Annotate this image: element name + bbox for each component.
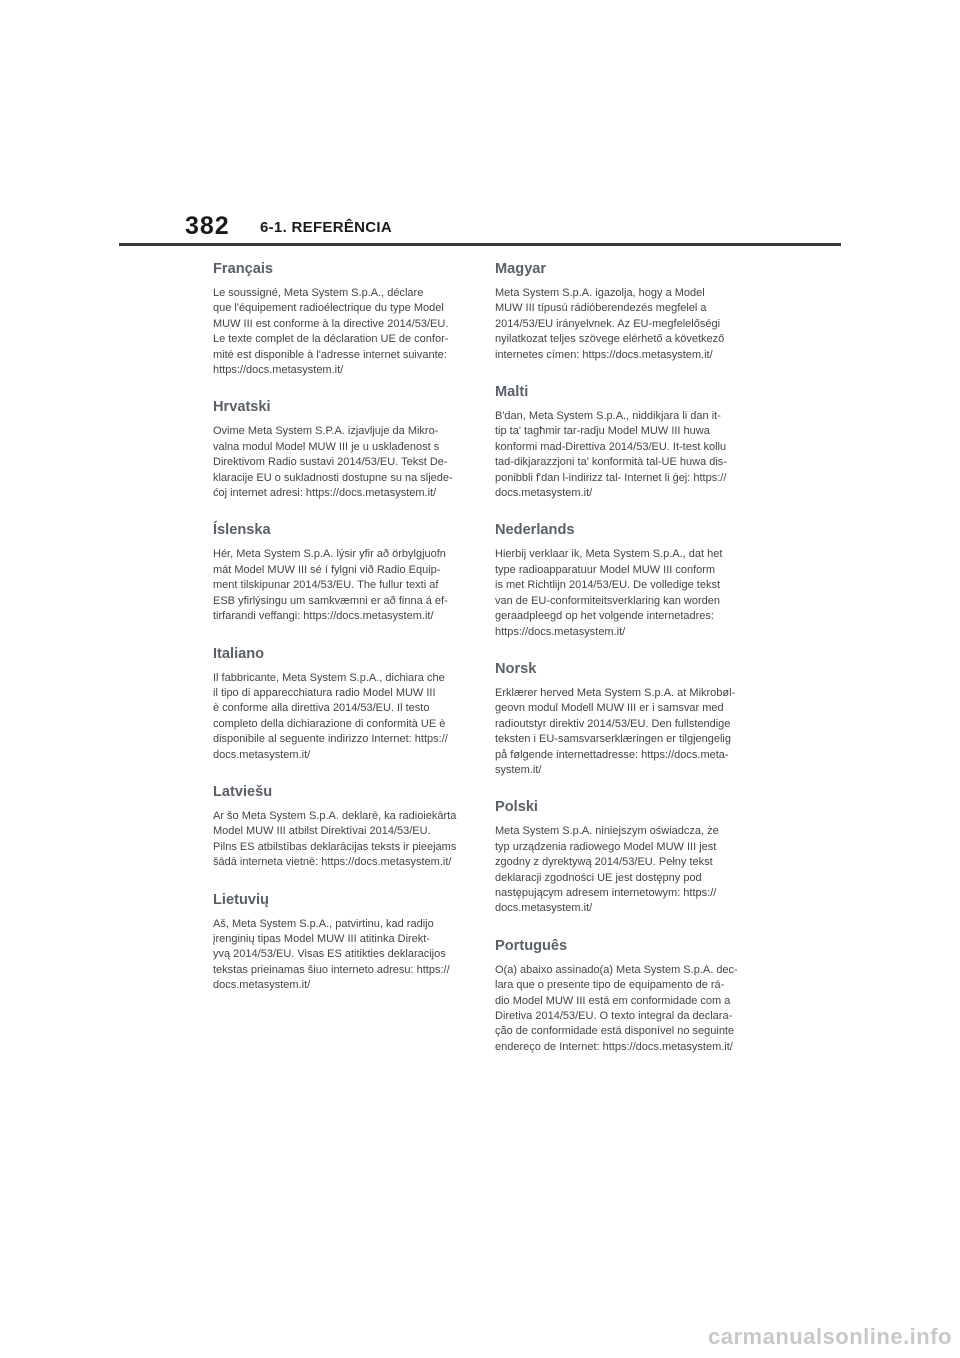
lang-block-magyar xyxy=(495,259,747,363)
lang-heading: Nederlands xyxy=(495,522,575,539)
lang-block-hrvatski xyxy=(213,397,465,501)
lang-heading: Malti xyxy=(495,384,529,401)
lang-body: O(a) abaixo assinado(a) Meta System S.p.A. dec- lara que o presente tipo de equipamento de rá- dio Model MUW III está em conformidade com a Diretiva 2014/53/EU. O texto integral da declara- ção de conformidade está disponível no seguinte endereço de Internet: https://docs.metasystem.it/ xyxy=(495,963,738,1053)
lang-body: Ovime Meta System S.P.A. izjavljuje da Mikro- valna modul Model MUW III je u usklađenost s Direktivom Radio sustavi 2014/53/EU. Tekst De- klaracije EU o sukladnosti dostupne su na sljede- ćoj internet adresi: https://docs.metasystem.it/ xyxy=(213,425,453,500)
lang-heading: Polski xyxy=(495,799,538,816)
lang-block-portugues xyxy=(495,936,747,1055)
lang-block-islenska xyxy=(213,520,465,624)
lang-heading: Norsk xyxy=(495,660,537,677)
lang-block-polski xyxy=(495,797,747,916)
lang-heading: Français xyxy=(213,261,274,277)
lang-body: B'dan, Meta System S.p.A., niddikjara li dan it- tip ta' tagħmir tar-radju Model MUW III huwa konformi mad-Direttiva 2014/53/EU. It-test kollu tad-dikjarazzjoni ta' konformità tal-UE huwa dis- ponibbli f'dan l-indirizz tal- Internet li ġej: https:// docs.metasystem.it/ xyxy=(495,410,727,500)
lang-block-lietuviu xyxy=(213,890,465,994)
lang-body: Meta System S.p.A. igazolja, hogy a Model MUW III típusú rádióberendezés megfelel a 2014/53/EU irányelvnek. Az EU-megfelelőségi nyilatkozat teljes szövege elérhető a következő internetes címen: https://docs.metasystem.it/ xyxy=(495,287,725,361)
lang-heading: Hrvatski xyxy=(213,399,271,416)
lang-block-latviesu xyxy=(213,782,465,871)
section-title: 6-1. REFERÊNCIA xyxy=(260,219,393,236)
lang-block-italiano xyxy=(213,644,465,763)
lang-heading: Italiano xyxy=(213,645,265,662)
lang-body: Ar šo Meta System S.p.A. deklarē, ka radioiekārta Model MUW III atbilst Direktīvai 2014/53/EU. Pilns ES atbilstības deklarācijas teksts ir pieejams šādā interneta vietnē: https://docs.metasystem.it/ xyxy=(213,809,457,869)
left-column xyxy=(213,259,465,1013)
header-rule xyxy=(119,243,841,246)
lang-body: Hér, Meta System S.p.A. lýsir yfir að örbylgjuofn mát Model MUW III sé í fylgni við Radio Equip- ment tilskipunar 2014/53/EU. The fullur texti af ESB yfirlýsingu um samkvæmni er að finna á ef- tirfarandi veffangi: https://docs.metasystem.it/ xyxy=(213,548,448,623)
lang-block-nederlands xyxy=(495,520,747,639)
lang-heading: Magyar xyxy=(495,261,547,277)
lang-body: Le soussigné, Meta System S.p.A., déclare que l'équipement radioélectrique du type Model MUW III est conforme à la directive 2014/53/EU. Le texte complet de la déclaration UE de confor- mité est disponible à l'adresse internet suivante: https://docs.metasystem.it/ xyxy=(213,287,449,377)
page-number: 382 xyxy=(185,212,230,240)
lang-block-malti xyxy=(495,382,747,501)
lang-body: Aš, Meta System S.p.A., patvirtinu, kad radijo įrenginių tipas Model MUW III atitinka Direkt- yvą 2014/53/EU. Visas ES atitikties deklaracijos tekstas prieinamas šiuo interneto adresu: https:// docs.metasystem.it/ xyxy=(213,917,450,992)
lang-heading: Latviešu xyxy=(213,783,273,800)
lang-block-francais xyxy=(213,259,465,378)
lang-body: Il fabbricante, Meta System S.p.A., dichiara che il tipo di apparecchiatura radio Model MUW III è conforme alla direttiva 2014/53/EU. Il testo completo della dichiarazione di conformità UE è disponibile al seguente indirizzo Internet: https:// docs.metasystem.it/ xyxy=(213,671,448,761)
lang-heading: Íslenska xyxy=(213,522,271,539)
lang-body: Hierbij verklaar ik, Meta System S.p.A., dat het type radioapparatuur Model MUW III conform is met Richtlijn 2014/53/EU. De volledige tekst van de EU-conformiteitsverklaring kan worden geraadpleegd op het volgende internetadres: https://docs.metasystem.it/ xyxy=(495,548,723,638)
lang-block-norsk xyxy=(495,659,747,778)
lang-heading: Lietuvių xyxy=(213,891,269,908)
right-column xyxy=(495,259,747,1074)
footer-watermark: carmanualsonline.info xyxy=(708,1324,952,1349)
lang-heading: Português xyxy=(495,937,568,954)
lang-body: Meta System S.p.A. niniejszym oświadcza, że typ urządzenia radiowego Model MUW III jest zgodny z dyrektywą 2014/53/EU. Pełny tekst deklaracji zgodności UE jest dostępny pod następującym adresem internetowym: https:// docs.metasystem.it/ xyxy=(495,825,719,915)
lang-body: Erklærer herved Meta System S.p.A. at Mikrobøl- geovn modul Modell MUW III er i samsvar med radioutstyr direktiv 2014/53/EU. Den fullstendige teksten i EU-samsvarserklæringen er tilgjengelig på følgende internettadresse: https://docs.meta- system.it/ xyxy=(495,686,736,776)
